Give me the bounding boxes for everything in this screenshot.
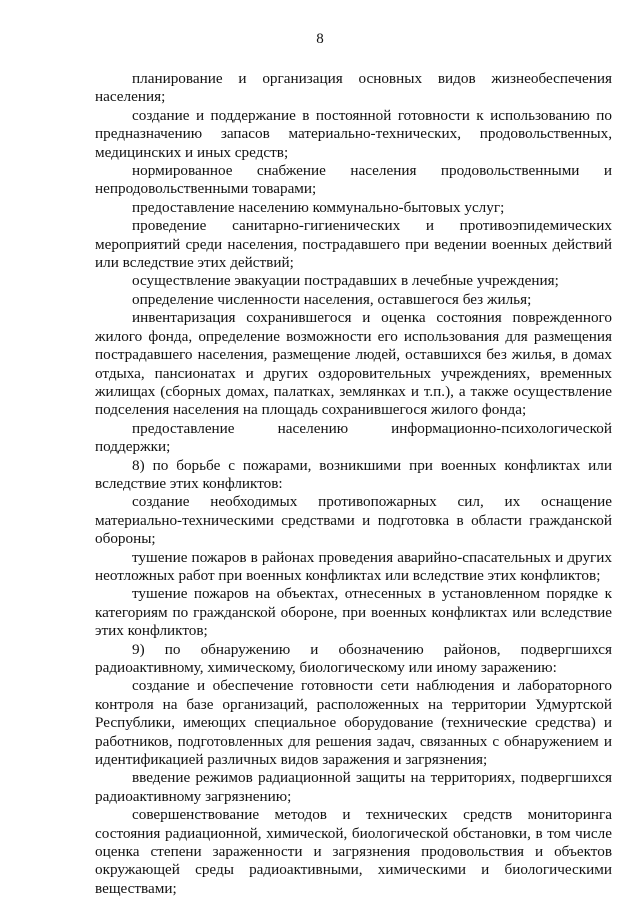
paragraph: проведение санитарно-гигиенических и противоэпидемических мероприятий среди населения, пострадавшего при ведении военных действий или вследствие этих действий; (95, 217, 612, 272)
document-body (95, 70, 612, 898)
paragraph: создание и обеспечение готовности сети наблюдения и лабораторного контроля на базе организаций, расположенных на территории Удмуртской Республики, имеющих специальное оборудование (технические средства) и работников, подготовленных для решения задач, связанных с обнаружением и идентификацией различных видов заражения и загрязнения; (95, 677, 612, 769)
paragraph: определение численности населения, оставшегося без жилья; (132, 290, 532, 308)
section-item-8: 8) по борьбе с пожарами, возникшими при военных конфликтах или вследствие этих конфликтов: (95, 456, 612, 492)
paragraph: тушение пожаров в районах проведения аварийно-спасательных и других неотложных работ при военных конфликтах или вследствие этих конфликтов; (95, 548, 612, 584)
paragraph: создание необходимых противопожарных сил, их оснащение материально-техническими средствами и подготовка в области гражданской обороны; (95, 493, 612, 548)
section-item-9: 9) по обнаружению и обозначению районов, подвергшихся радиоактивному, химическому, биологическому или иному заражению: (95, 640, 612, 676)
paragraph: тушение пожаров на объектах, отнесенных в установленном порядке к категориям по гражданской обороне, при военных конфликтах или вследствие этих конфликтов; (95, 585, 612, 640)
paragraph: нормированное снабжение населения продовольственными и непродовольственными товарами; (95, 162, 612, 198)
page-number: 8 (316, 31, 324, 47)
paragraph: осуществление эвакуации пострадавших в лечебные учреждения; (132, 272, 559, 290)
paragraph: планирование и организация основных видов жизнеобеспечения населения; (95, 70, 612, 106)
paragraph: инвентаризация сохранившегося и оценка состояния поврежденного жилого фонда, определение возможности его использования для размещения пострадавшего населения, размещение людей, оставшихся без жилья, в домах отдыха, пансионатах и других оздоровительных учреждениях, временных жилищах (сборных домах, палатках, землянках и т.п.), а также осуществление подселения населения на площадь сохранившегося жилого фонда; (95, 309, 612, 419)
paragraph: совершенствование методов и технических средств мониторинга состояния радиационной, химической, биологической обстановки, в том числе оценка степени зараженности и загрязнения продовольствия и объектов окружающей среды радиоактивными, химическими и биологическими веществами; (95, 806, 612, 897)
paragraph: предоставление населению коммунально-бытовых услуг; (132, 198, 505, 216)
paragraph: предоставление населению информационно-психологической поддержки; (95, 419, 612, 456)
paragraph: создание и поддержание в постоянной готовности к использованию по предназначению запасов материально-технических, продовольственных, медицинских и иных средств; (95, 106, 612, 161)
paragraph: введение режимов радиационной защиты на территориях, подвергшихся радиоактивному загрязнению; (95, 769, 612, 805)
